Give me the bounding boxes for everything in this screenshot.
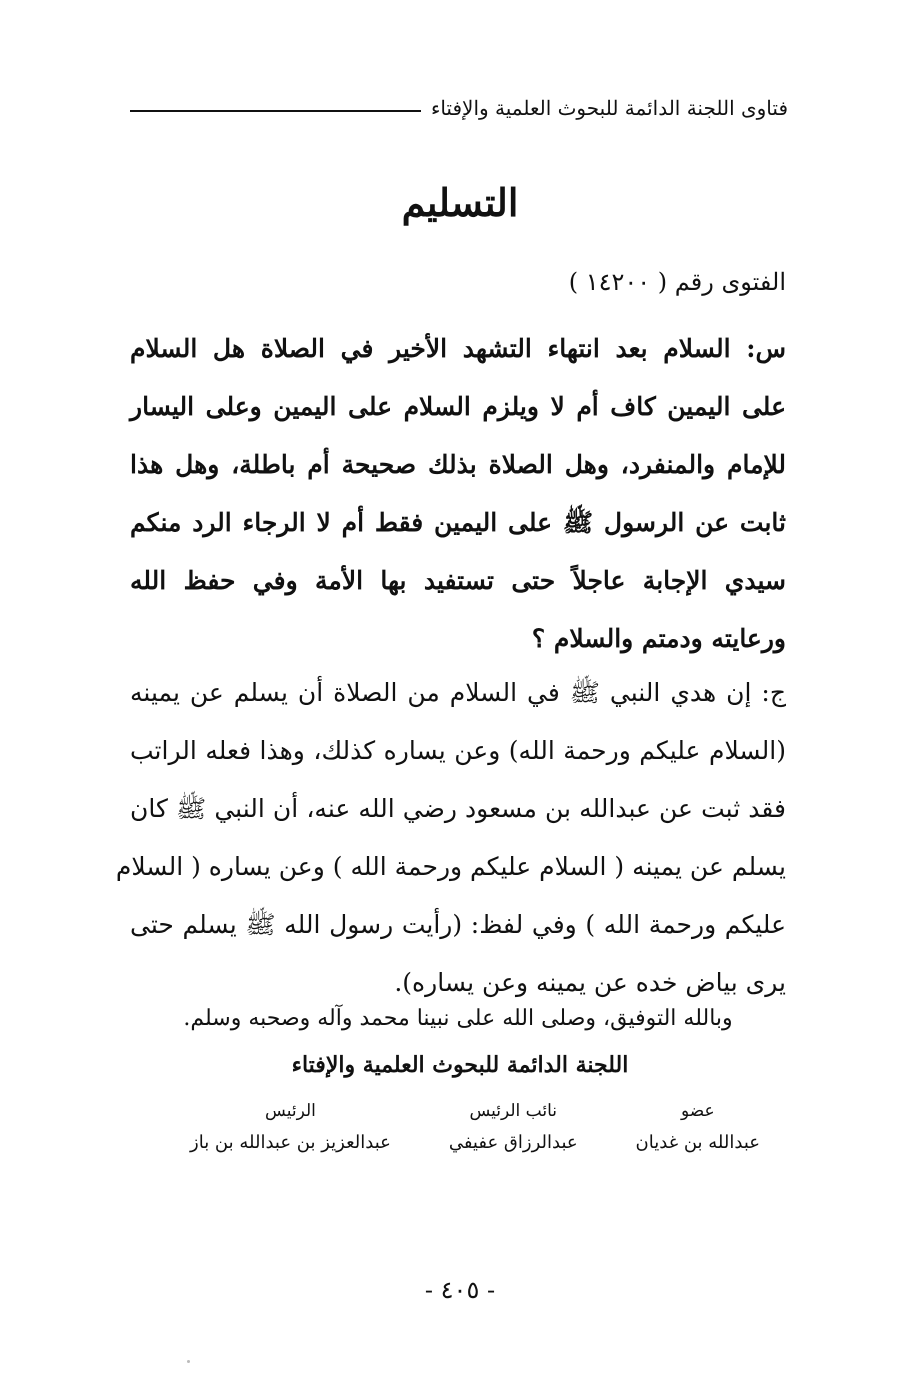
member-role: الرئيس	[265, 1101, 316, 1121]
member-name: عبدالله بن غديان	[635, 1132, 760, 1153]
fatwa-number: الفتوى رقم ( ١٤٢٠٠ )	[568, 268, 786, 296]
answer-line: فقد ثبت عن عبدالله بن مسعود رضي الله عنه، أن النبي ﷺ كان	[130, 794, 786, 823]
running-header	[130, 96, 788, 120]
committee-name: اللجنة الدائمة للبحوث العلمية والإفتاء	[291, 1052, 629, 1078]
question-line: ورعايته ودمتم والسلام ؟	[531, 624, 786, 653]
question-line: للإمام والمنفرد، وهل الصلاة بذلك صحيحة أم باطلة، وهل هذا	[130, 450, 786, 479]
answer-line: عليكم ورحمة الله ) وفي لفظ: (رأيت رسول الله ﷺ يسلم حتى	[130, 910, 786, 939]
member-member	[636, 1096, 760, 1153]
question-block	[130, 320, 786, 668]
scan-speck	[187, 1360, 190, 1363]
answer-line: (السلام عليكم ورحمة الله) وعن يساره كذلك، وهذا فعله الراتب	[130, 736, 786, 765]
member-role: نائب الرئيس	[469, 1101, 557, 1121]
section-title: التسليم	[401, 180, 519, 225]
member-chairman	[190, 1096, 391, 1153]
answer-line: يسلم عن يمينه ( السلام عليكم ورحمة الله ) وعن يساره ( السلام	[115, 852, 786, 881]
member-name: عبدالرزاق عفيفي	[448, 1132, 578, 1153]
page-number: - ٤٠٥ -	[424, 1276, 496, 1304]
member-name: عبدالعزيز بن عبدالله بن باز	[190, 1132, 391, 1153]
question-line: سيدي الإجابة عاجلاً حتى تستفيد بها الأمة وفي حفظ الله	[130, 566, 786, 595]
member-role: عضو	[680, 1101, 715, 1121]
committee-members	[190, 1096, 760, 1153]
header-title: فتاوى اللجنة الدائمة للبحوث العلمية والإفتاء	[430, 96, 788, 120]
answer-block	[115, 664, 786, 1012]
closing-prayer: وبالله التوفيق، وصلى الله على نبينا محمد وآله وصحبه وسلم.	[183, 1006, 733, 1031]
answer-line: ج: إن هدي النبي ﷺ في السلام من الصلاة أن يسلم عن يمينه	[130, 678, 786, 707]
header-rule	[130, 110, 421, 112]
question-line: ثابت عن الرسول ﷺ على اليمين فقط أم لا الرجاء الرد منكم	[130, 508, 786, 537]
answer-line: يرى بياض خده عن يمينه وعن يساره).	[394, 968, 786, 997]
question-line: على اليمين كاف أم لا ويلزم السلام على اليمين وعلى اليسار	[130, 392, 786, 421]
member-vice-chairman	[449, 1096, 578, 1153]
question-line: س: السلام بعد انتهاء التشهد الأخير في الصلاة هل السلام	[130, 334, 786, 363]
